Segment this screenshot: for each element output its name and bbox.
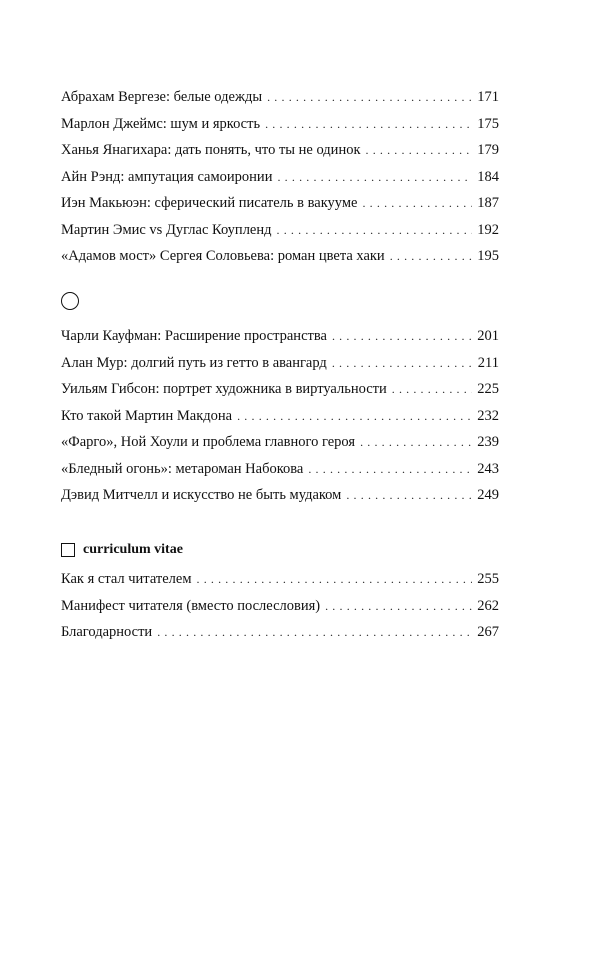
toc-entry-title: Алан Мур: долгий путь из гетто в авангард bbox=[61, 354, 327, 371]
toc-entry-title: Ханья Янагихара: дать понять, что ты не одинок bbox=[61, 142, 361, 158]
dot-leader bbox=[332, 323, 472, 350]
toc-section-1 bbox=[61, 84, 499, 270]
square-icon bbox=[61, 543, 75, 557]
toc-entry bbox=[61, 403, 499, 430]
dot-leader bbox=[332, 350, 473, 377]
toc-entry-title: Марлон Джеймс: шум и яркость bbox=[61, 115, 261, 132]
toc-entry-page: 201 bbox=[477, 328, 499, 344]
toc-entry-page: 187 bbox=[477, 195, 499, 211]
toc-entry-page: 211 bbox=[477, 354, 499, 371]
toc-entry-page: 239 bbox=[477, 434, 499, 450]
toc-entry bbox=[61, 566, 499, 593]
toc-entry-page: 175 bbox=[477, 115, 499, 132]
section-heading-label: curriculum vitae bbox=[83, 542, 183, 557]
dot-leader bbox=[308, 456, 472, 483]
toc-entry bbox=[61, 593, 499, 620]
toc-entry-title: Чарли Кауфман: Расширение пространства bbox=[61, 328, 327, 344]
toc-entry bbox=[61, 619, 499, 646]
toc-entry-title: Айн Рэнд: ампутация самоиронии bbox=[61, 168, 273, 185]
dot-leader bbox=[366, 137, 473, 164]
toc-entry-title: Абрахам Вергезе: белые одежды bbox=[61, 89, 263, 105]
dot-leader bbox=[157, 619, 472, 646]
toc-entry bbox=[61, 482, 499, 509]
toc-entry-title: Уильям Гибсон: портрет художника в виртуальности bbox=[61, 381, 387, 397]
toc-entry-title: Иэн Макьюэн: сферический писатель в вакууме bbox=[61, 195, 358, 211]
toc-entry bbox=[61, 84, 499, 111]
toc-entry-title: Как я стал читателем bbox=[61, 571, 192, 587]
dot-leader bbox=[267, 84, 472, 111]
toc-entry bbox=[61, 164, 499, 191]
circle-icon bbox=[61, 292, 79, 310]
dot-leader bbox=[197, 566, 473, 593]
toc-entry bbox=[61, 137, 499, 164]
toc-entry bbox=[61, 429, 499, 456]
section-heading bbox=[61, 541, 183, 559]
toc-entry-title: «Фарго», Ной Хоули и проблема главного героя bbox=[61, 434, 356, 450]
toc-entry-title: «Адамов мост» Сергея Соловьева: роман цвета хаки bbox=[61, 248, 385, 264]
toc-entry-title: «Бледный огонь»: метароман Набокова bbox=[61, 460, 304, 477]
dot-leader bbox=[265, 111, 472, 138]
dot-leader bbox=[346, 482, 472, 509]
toc-section-3 bbox=[61, 566, 499, 646]
toc-entry-title: Дэвид Митчелл и искусство не быть мудаком bbox=[61, 487, 342, 503]
dot-leader bbox=[237, 403, 472, 430]
toc-entry-page: 184 bbox=[477, 168, 499, 185]
dot-leader bbox=[390, 243, 473, 270]
toc-entry bbox=[61, 243, 499, 270]
toc-entry bbox=[61, 376, 499, 403]
toc-entry bbox=[61, 456, 499, 483]
toc-entry-title: Манифест читателя (вместо послесловия) bbox=[61, 597, 321, 614]
toc-section-2 bbox=[61, 323, 499, 509]
toc-entry-page: 262 bbox=[477, 597, 499, 614]
toc-entry bbox=[61, 350, 499, 377]
toc-entry-page: 225 bbox=[477, 381, 499, 397]
toc-entry-page: 192 bbox=[477, 221, 499, 238]
dot-leader bbox=[325, 593, 472, 620]
toc-entry-page: 243 bbox=[477, 460, 499, 477]
toc-entry bbox=[61, 323, 499, 350]
dot-leader bbox=[277, 164, 472, 191]
toc-entry bbox=[61, 111, 499, 138]
dot-leader bbox=[360, 429, 472, 456]
toc-entry-title: Кто такой Мартин Макдона bbox=[61, 407, 233, 424]
toc-entry-title: Благодарности bbox=[61, 624, 153, 640]
toc-entry-page: 249 bbox=[477, 487, 499, 503]
dot-leader bbox=[277, 217, 473, 244]
toc-entry-page: 195 bbox=[477, 248, 499, 264]
dot-leader bbox=[392, 376, 473, 403]
toc-entry-page: 179 bbox=[477, 142, 499, 158]
toc-entry bbox=[61, 190, 499, 217]
toc-entry-page: 171 bbox=[477, 89, 499, 105]
toc-entry-page: 267 bbox=[477, 624, 499, 640]
toc-entry bbox=[61, 217, 499, 244]
toc-entry-page: 255 bbox=[477, 571, 499, 587]
toc-entry-title: Мартин Эмис vs Дуглас Коупленд bbox=[61, 221, 272, 238]
toc-entry-page: 232 bbox=[477, 407, 499, 424]
dot-leader bbox=[362, 190, 472, 217]
